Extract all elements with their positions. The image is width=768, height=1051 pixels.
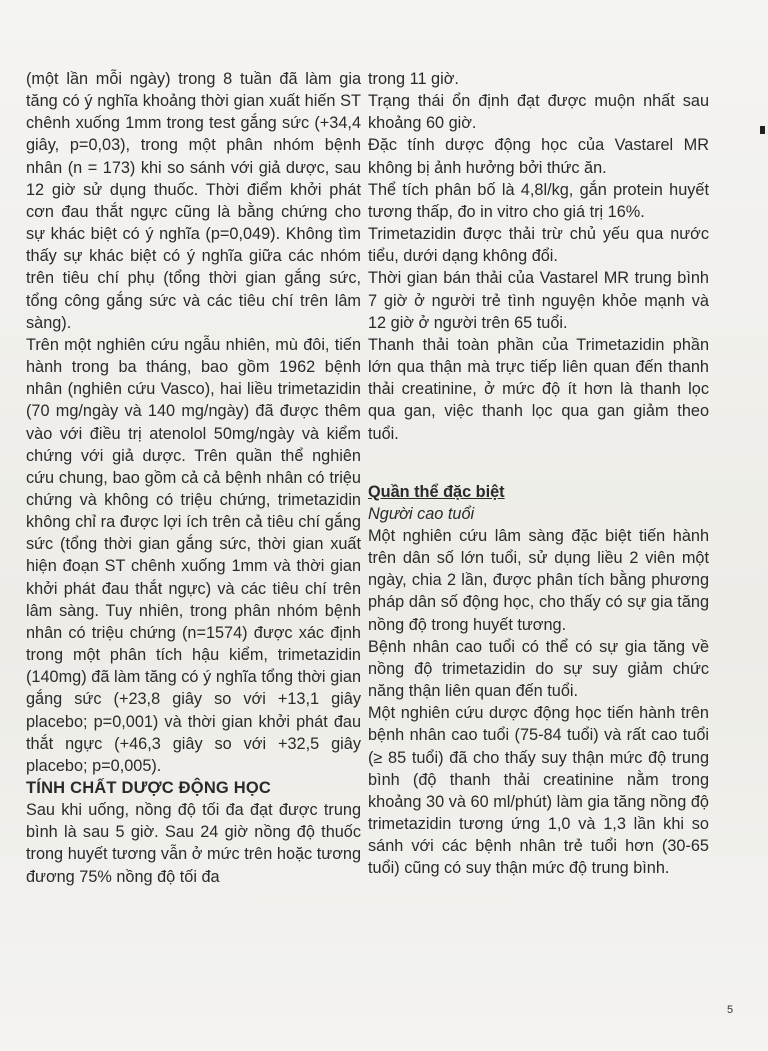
section-heading-pharmacokinetics: TÍNH CHẤT DƯỢC ĐỘNG HỌC [26, 779, 272, 797]
edge-mark [760, 126, 765, 134]
section-spacer [368, 445, 709, 481]
right-paragraph-4: Thể tích phân bố là 4,8l/kg, gắn protein huyết tương thấp, đo in vitro cho giá trị 16%. [368, 180, 709, 221]
right-paragraph-3: Đặc tính dược động học của Vastarel MR không bị ảnh hưởng bởi thức ăn. [368, 136, 709, 177]
page-number: 5 [727, 1004, 734, 1016]
subheading-elderly: Người cao tuổi [368, 504, 475, 523]
left-column [26, 68, 361, 888]
section-heading-special-population: Quần thể đặc biệt [368, 482, 505, 501]
right-paragraph-5: Trimetazidin được thải trừ chủ yếu qua nước tiểu, dưới dạng không đổi. [368, 225, 709, 266]
pharmacokinetics-paragraph: Sau khi uống, nồng độ tối đa đạt được trung bình là sau 5 giờ. Sau 24 giờ nồng độ thuốc trong huyết tương vẫn ở mức trên hoặc tương đương 75% nồng độ tối đa [26, 801, 361, 886]
right-paragraph-7: Thanh thải toàn phần của Trimetazidin phần lớn qua thận mà trực tiếp liên quan đến thanh thải creatinine, ở mức độ ít hơn là thanh lọc qua gan, việc thanh lọc qua gan giảm theo tuổi. [368, 335, 709, 443]
elderly-paragraph-3: Một nghiên cứu dược động học tiến hành trên bệnh nhân cao tuổi (75-84 tuổi) và rất cao tuổi (≥ 85 tuổi) đã cho thấy suy thận mức độ trung bình (độ thanh thải creatinine nằm trong khoảng 30 và 60 ml/phút) làm gia tăng nồng độ trimetazidin tương ứng 1,0 và 1,3 lần khi so sánh với các bệnh nhân trẻ tuổi hơn (30-65 tuổi) cũng có suy thận mức độ trung bình. [368, 704, 709, 878]
right-paragraph-6: Thời gian bán thải của Vastarel MR trung bình 7 giờ ở người trẻ tình nguyện khỏe mạnh và 12 giờ ở người trên 65 tuổi. [368, 269, 709, 332]
left-paragraph-2: Trên một nghiên cứu ngẫu nhiên, mù đôi, tiến hành trong ba tháng, bao gồm 1962 bệnh nhân (nghiên cứu Vasco), hai liều trimetazidin (70 mg/ngày và 140 mg/ngày) đã được thêm vào với điều trị atenolol 50mg/ngày và kiểm chứng với giả dược. Trên quần thể nghiên cứu chung, bao gồm cả cả bệnh nhân có triệu chứng và không có triệu chứng, trimetazidin không chỉ ra được lợi ích trên cả tiêu chí gắng sức (tổng thời gian gắng sức, thời gian xuất hiện đoạn ST chênh xuống 1mm và thời gian khởi phát đau thắt ngực) và các tiêu chí trên lâm sàng. Tuy nhiên, trong phân nhóm bệnh nhân có triệu chứng (n=1574) được xác định trong một phân tích hậu kiểm, trimetazidin (140mg) đã làm tăng có ý nghĩa tổng thời gian gắng sức (+23,8 giây so với +13,1 giây placebo; p=0,001) và thời gian khởi phát đau thắt ngực (+46,3 giây so với +32,5 giây placebo; p=0,005). [26, 335, 361, 775]
right-paragraph-2: Trạng thái ổn định đạt được muộn nhất sau khoảng 60 giờ. [368, 92, 709, 133]
right-paragraph-1: trong 11 giờ. [368, 70, 459, 88]
right-column [368, 68, 709, 879]
left-paragraph-1: (một lần mỗi ngày) trong 8 tuần đã làm gia tăng có ý nghĩa khoảng thời gian xuất hiến ST chênh xuống 1mm trong test gắng sức (+34,4 giây, p=0,03), trong một phân nhóm bệnh nhân (n = 173) khi so sánh với giả dược, sau 12 giờ sử dụng thuốc. Thời điểm khởi phát cơn đau thắt ngực cũng là bằng chứng cho sự khác biệt có ý nghĩa (p=0,049). Không tìm thấy sự khác biệt có ý nghĩa giữa các nhóm trên tiêu chí phụ (tổng thời gian gắng sức, tổng công gắng sức và các tiêu chí trên lâm sàng). [26, 70, 361, 332]
elderly-paragraph-2: Bệnh nhân cao tuổi có thể có sự gia tăng về nồng độ trimetazidin do sự suy giảm chức năng thận liên quan đến tuổi. [368, 637, 709, 701]
elderly-paragraph-1: Một nghiên cứu lâm sàng đặc biệt tiến hành trên dân số lớn tuổi, sử dụng liều 2 viên một ngày, chia 2 lần, được phân tích bằng phương pháp dân số động học, cho thấy có sự gia tăng nồng độ trong huyết tương. [368, 526, 709, 634]
